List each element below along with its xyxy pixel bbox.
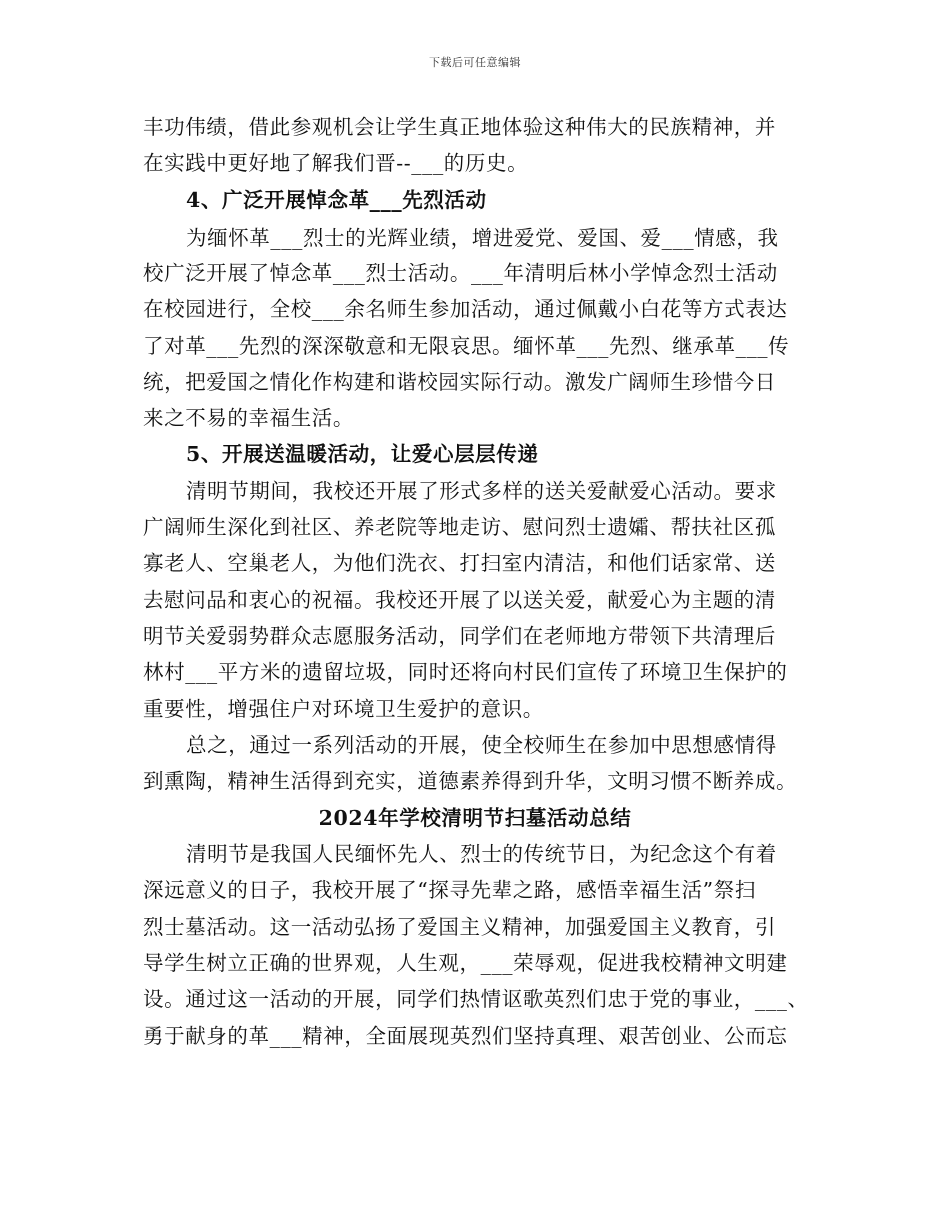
paragraph-line: 丰功伟绩，借此参观机会让学生真正地体验这种伟大的民族精神，并 (143, 115, 776, 139)
paragraph-line: 在实践中更好地了解我们晋--___的历史。 (143, 151, 529, 175)
paragraph-line: 在校园进行，全校___余名师生参加活动，通过佩戴小白花等方式表达 (143, 297, 788, 321)
paragraph-line: 清明节是我国人民缅怀先人、烈士的传统节日，为纪念这个有着 (186, 842, 777, 866)
paragraph-line: 深远意义的日子，我校开展了“探寻先辈之路，感悟幸福生活”祭扫 (143, 878, 756, 902)
paragraph-line: 了对革___先烈的深深敬意和无限哀思。缅怀革___先烈、继承革___传 (143, 334, 790, 358)
paragraph-line: 重要性，增强住户对环境卫生爱护的意识。 (143, 697, 544, 721)
page-header: 下载后可任意编辑 (429, 56, 521, 69)
paragraph-line: 总之，通过一系列活动的开展，使全校师生在参加中思想感情得 (186, 733, 777, 757)
paragraph-line: 林村___平方米的遗留垃圾，同时还将向村民们宣传了环境卫生保护的 (143, 660, 788, 684)
paragraph-line: 设。通过这一活动的开展，同学们热情讴歌英烈们忠于党的事业，___、 (143, 987, 809, 1011)
paragraph-line: 统，把爱国之情化作构建和谐校园实际行动。激发广阔师生珍惜今日 (143, 370, 776, 394)
paragraph-line: 为缅怀革___烈士的光辉业绩，增进爱党、爱国、爱___情感，我 (186, 226, 779, 250)
section-heading-4: 4、广泛开展悼念革___先烈活动 (186, 188, 487, 212)
paragraph-line: 寡老人、空巢老人，为他们洗衣、打扫室内清洁，和他们话家常、送 (143, 551, 776, 575)
paragraph-line: 勇于献身的革___精神，全面展现英烈们坚持真理、艰苦创业、公而忘 (143, 1024, 788, 1048)
paragraph-line: 校广泛开展了悼念革___烈士活动。___年清明后林小学悼念烈士活动 (143, 261, 778, 285)
paragraph-line: 到熏陶，精神生活得到充实，道德素养得到升华，文明习惯不断养成。 (143, 769, 798, 793)
paragraph-line: 来之不易的幸福生活。 (143, 406, 354, 430)
document-title: 2024年学校清明节扫墓活动总结 (318, 806, 632, 830)
paragraph-line: 去慰问品和衷心的祝福。我校还开展了以送关爱，献爱心为主题的清 (143, 588, 776, 612)
paragraph-line: 清明节期间，我校还开展了形式多样的送关爱献爱心活动。要求 (186, 479, 777, 503)
section-heading-5: 5、开展送温暖活动，让爱心层层传递 (186, 442, 539, 466)
paragraph-line: 导学生树立正确的世界观，人生观，___荣辱观，促进我校精神文明建 (143, 951, 788, 975)
paragraph-line: 明节关爱弱势群众志愿服务活动，同学们在老师地方带领下共清理后 (143, 624, 776, 648)
paragraph-line: 广阔师生深化到社区、养老院等地走访、慰问烈士遗孀、帮扶社区孤 (143, 515, 776, 539)
paragraph-line: 烈士墓活动。这一活动弘扬了爱国主义精神，加强爱国主义教育，引 (143, 915, 776, 939)
